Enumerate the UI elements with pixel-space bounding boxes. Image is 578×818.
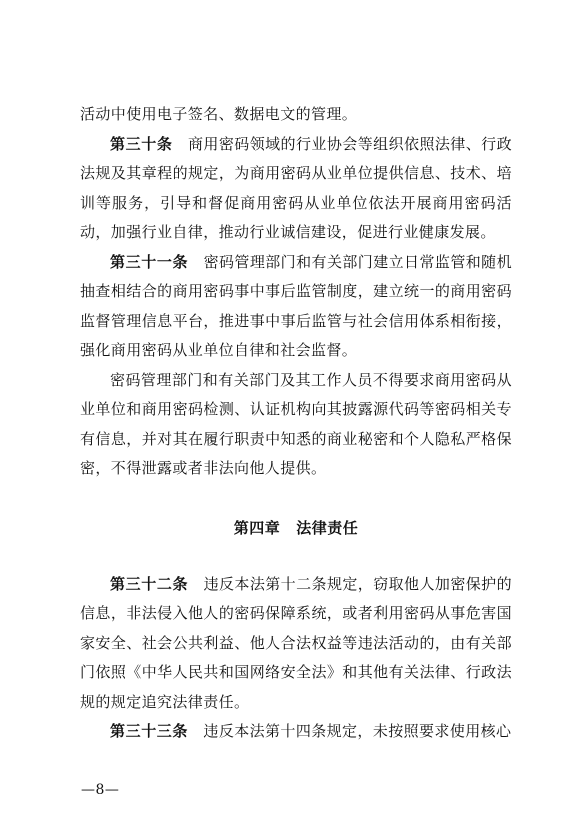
article-text: 密码管理部门和有关部门建立日常监管和随机抽查相结合的商用密码事中事后监管制度，建立统一的商用密码监督管理信息平台，推进事中事后监管与社会信用体系相衔接，强化商用密码从业单位自律和社会监督。 <box>80 252 512 359</box>
chapter-name: 法律责任 <box>296 518 359 537</box>
article-title: 第三十二条 <box>110 574 189 593</box>
paragraph-text: 密码管理部门和有关部门及其工作人员不得要求商用密码从业单位和商用密码检测、认证机构向其披露源代码等密码相关专有信息，并对其在履行职责中知悉的商业秘密和个人隐私严格保密，不得泄露或者非法向他人提供。 <box>80 370 512 477</box>
title-spacer <box>188 575 203 593</box>
document-body <box>80 100 512 747</box>
article-32 <box>80 570 512 718</box>
article-text: 商用密码领域的行业协会等组织依照法律、行政法规及其章程的规定，为商用密码从业单位提供信息、技术、培训等服务，引导和督促商用密码从业单位依法开展商用密码活动，加强行业自律，推动行业诚信建设，促进行业健康发展。 <box>80 134 512 241</box>
article-30 <box>80 130 512 248</box>
article-text: 违反本法第十二条规定，窃取他人加密保护的信息，非法侵入他人的密码保障系统，或者利用密码从事危害国家安全、社会公共利益、他人合法权益等违法活动的，由有关部门依照《中华人民共和国网络安全法》和其他有关法律、行政法规的规定追究法律责任。 <box>80 574 512 711</box>
paragraph-text: 活动中使用电子签名、数据电文的管理。 <box>80 105 358 123</box>
article-text: 违反本法第十四条规定，未按照要求使用核心 <box>203 722 512 740</box>
paragraph-continuation <box>80 100 512 130</box>
article-33 <box>80 717 512 747</box>
article-31 <box>80 248 512 366</box>
title-spacer <box>188 253 203 271</box>
chapter-heading <box>80 517 512 539</box>
chapter-number: 第四章 <box>233 518 281 537</box>
article-title: 第三十一条 <box>110 252 189 271</box>
article-title: 第三十三条 <box>110 722 189 740</box>
title-spacer <box>188 722 203 740</box>
page-number: —8— <box>81 782 120 798</box>
article-title: 第三十条 <box>110 134 173 153</box>
article-31-paragraph-2 <box>80 366 512 484</box>
title-spacer <box>173 135 188 153</box>
